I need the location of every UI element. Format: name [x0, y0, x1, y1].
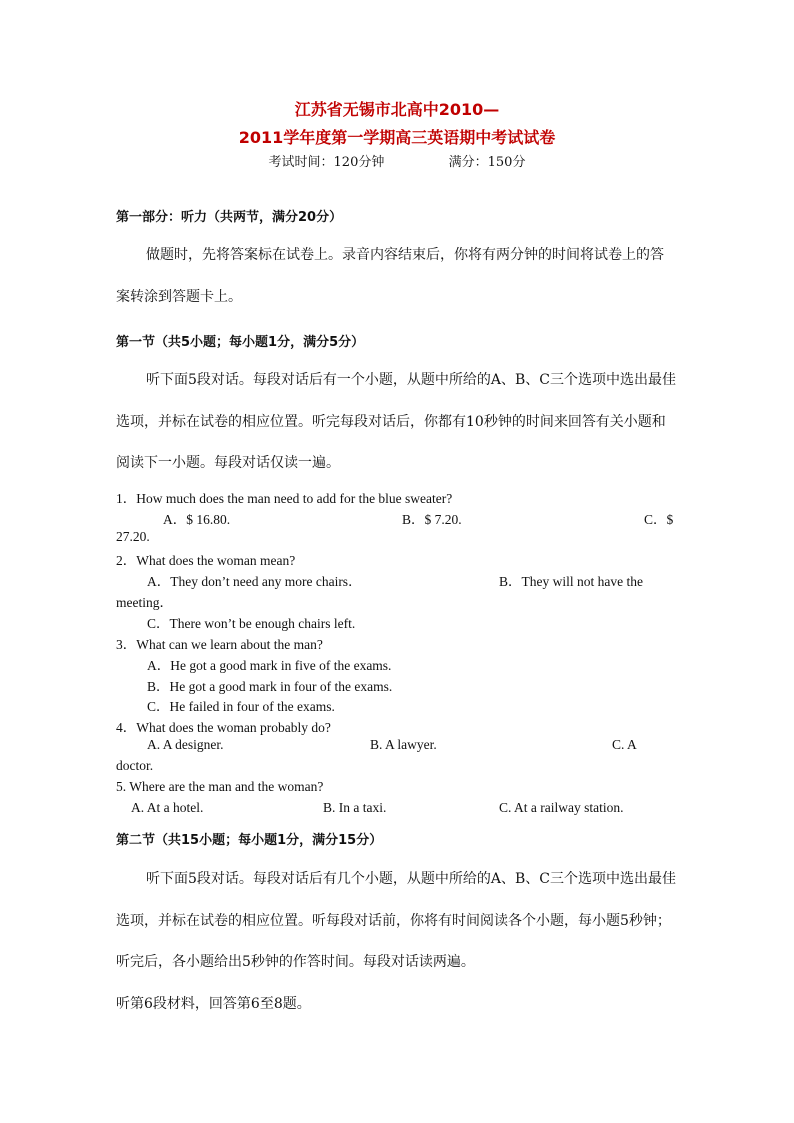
question-4-stem: 4．What does the woman probably do?: [116, 720, 331, 735]
question-3-option-c: C．He failed in four of the exams.: [147, 699, 335, 714]
question-3-option-a: A．He got a good mark in five of the exams.: [147, 658, 392, 673]
section2-heading: 第二节（共15小题；每小题1分，满分15分）: [116, 833, 383, 848]
exam-time: 考试时间：120分钟: [268, 155, 385, 170]
part1-heading: 第一部分：听力（共两节，满分20分）: [116, 210, 343, 225]
question-2-option-a: A．They don’t need any more chairs．: [147, 574, 362, 589]
question-2-option-b: B．They will not have the: [499, 574, 643, 589]
exam-title-line-2: 2011学年度第一学期高三英语期中考试试卷: [238, 128, 556, 147]
question-5-option-b: B. In a taxi.: [323, 800, 387, 815]
question-1-option-c: C．$: [644, 512, 674, 527]
question-2-option-b-continued: meeting．: [116, 595, 173, 610]
exam-title-line-1: 江苏省无锡市北高中2010—: [294, 100, 500, 119]
question-5-option-c: C. At a railway station.: [499, 800, 624, 815]
question-5-option-a: A. At a hotel.: [131, 800, 204, 815]
section1-heading: 第一节（共5小题；每小题1分，满分5分）: [116, 335, 365, 350]
question-1-option-a: A．$ 16.80.: [163, 512, 231, 527]
question-3-option-b: B．He got a good mark in four of the exams.: [147, 679, 393, 694]
question-1-option-c-continued: 27.20.: [116, 529, 150, 544]
section2-last-line: 听第6段材料，回答第6至8题。: [116, 996, 311, 1012]
question-4-option-b: B. A lawyer.: [370, 737, 437, 752]
part1-instructions: 做题时，先将答案标在试卷上。录音内容结束后，你将有两分钟的时间将试卷上的答案转涂到答题卡上。: [116, 247, 664, 305]
question-1-option-b: B．$ 7.20.: [402, 512, 462, 527]
question-2-stem: 2．What does the woman mean?: [116, 553, 296, 568]
question-4-option-a: A. A designer.: [147, 737, 224, 752]
section2-instructions: 听下面5段对话。每段对话后有几个小题，从题中所给的A、B、C三个选项中选出最佳选项，并标在试卷的相应位置。听每段对话前，你将有时间阅读各个小题，每小题5秒钟；听完后，各小题给出5秒钟的作答时间。每段对话读两遍。: [116, 871, 677, 970]
question-1-stem: 1．How much does the man need to add for the blue sweater?: [116, 491, 453, 506]
exam-info: [0, 151, 794, 170]
question-2-option-c: C．There won’t be enough chairs left.: [147, 616, 356, 631]
question-4-option-c: C. A: [612, 737, 637, 752]
question-5-stem: 5. Where are the man and the woman?: [116, 779, 324, 794]
full-score: 满分：150分: [448, 155, 526, 170]
question-3-stem: 3．What can we learn about the man?: [116, 637, 323, 652]
question-4-option-c-continued: doctor.: [116, 758, 154, 773]
section1-instructions: 听下面5段对话。每段对话后有一个小题，从题中所给的A、B、C三个选项中选出最佳选项，并标在试卷的相应位置。听完每段对话后，你都有10秒钟的时间来回答有关小题和阅读下一小题。每段对话仅读一遍。: [116, 372, 677, 471]
